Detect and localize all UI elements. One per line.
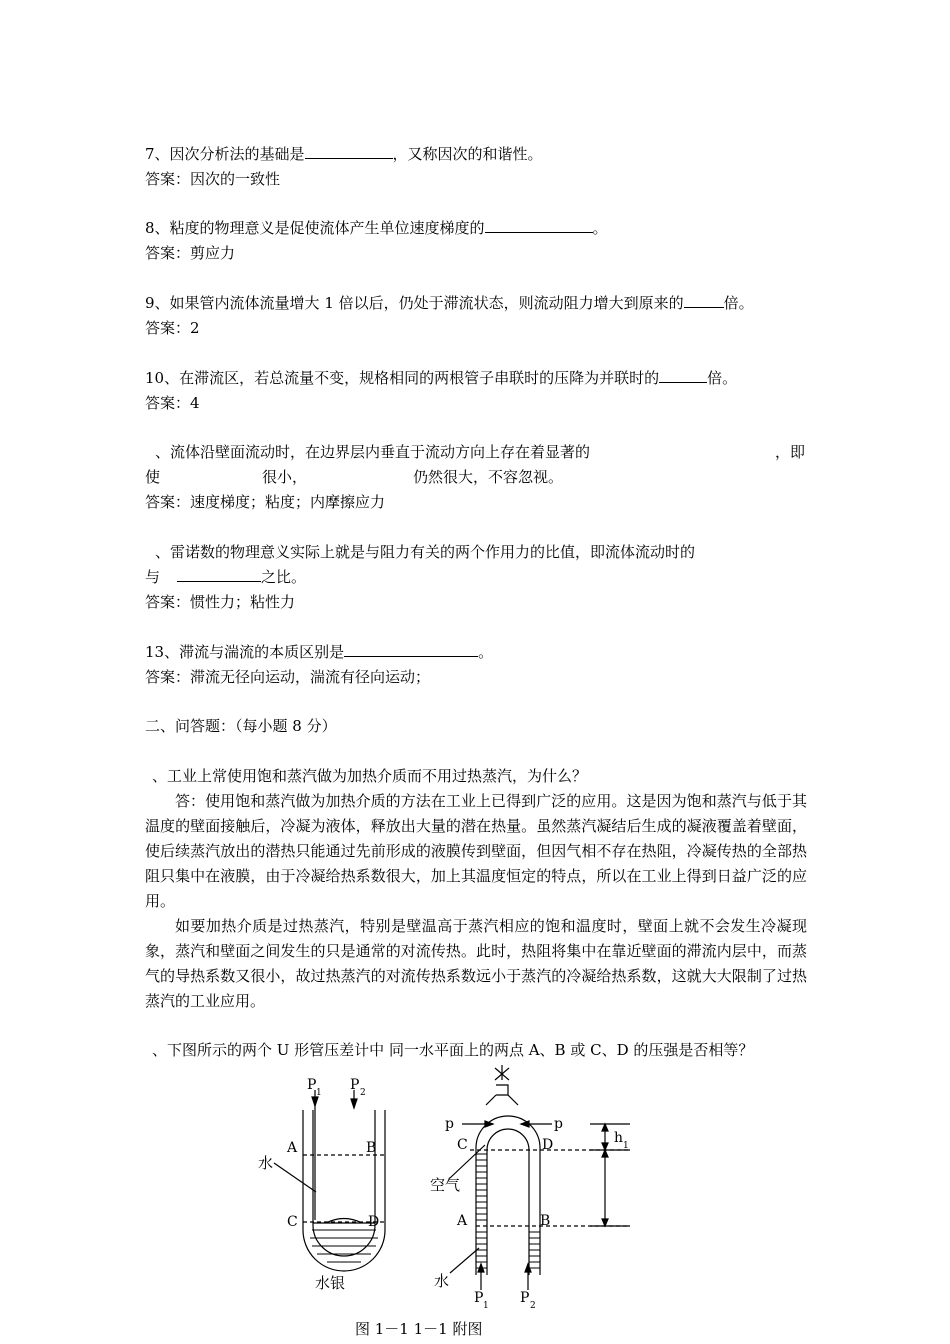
question-11-line2-mid: 很小， (262, 468, 308, 486)
right-u-tube-inner (487, 1129, 529, 1275)
left-b-label: B (366, 1140, 377, 1156)
p-right-arrowhead (521, 1121, 529, 1127)
water-fill-hatching (476, 1154, 540, 1268)
right-water-label: 水 (434, 1272, 450, 1290)
question-8 (145, 218, 608, 238)
question-10-text-end: 倍。 (707, 369, 738, 387)
section-heading: 二、问答题：（每小题 8 分） (145, 717, 337, 735)
answer-blank (684, 293, 724, 308)
left-manometer (274, 1090, 385, 1271)
qa1-answer-para1: 答：使用饱和蒸汽做为加热介质的方法在工业上已得到广泛的应用。这是因为饱和蒸汽与低于其温度的壁面接触后，冷凝为液体，释放出大量的潜在热量。虽然蒸汽凝结后生成的凝液覆盖着壁面，使后续蒸汽放出的潜热只能通过先前形成的液膜传到壁面，但因气相不存在热阻，冷凝传热的全部热阻只集中在液膜，由于冷凝给热系数很大，加上其温度恒定的特点，所以在工业上得到日益广泛的应用。 (145, 792, 807, 910)
answer-7: 答案：因次的一致性 (145, 170, 281, 188)
qa1-question: 、工业上常使用饱和蒸汽做为加热介质而不用过热蒸汽，为什么？ (152, 767, 588, 785)
question-9 (145, 293, 754, 313)
water-leader (274, 1163, 316, 1192)
question-9-text: 9、如果管内流体流量增大 1 倍以后，仍处于滞流状态，则流动阻力增大到原来的 (145, 294, 684, 312)
question-11-line2-start: 使 (145, 468, 161, 486)
p2-arrow-head (351, 1099, 357, 1108)
question-7-text: 7、因次分析法的基础是 (145, 145, 305, 163)
right-c-label: C (457, 1137, 468, 1153)
h1-sub: 1 (623, 1141, 629, 1151)
right-p-left-label: p (445, 1116, 454, 1132)
right-p2-label: P (520, 1290, 530, 1306)
p1-arrow-head (312, 1097, 318, 1106)
answer-10: 答案：4 (145, 394, 200, 412)
right-p-right-label: p (554, 1116, 563, 1132)
left-p1-sub: 1 (316, 1088, 322, 1098)
question-13-text-end: 。 (478, 643, 494, 661)
question-10 (145, 368, 737, 388)
answer-blank (344, 642, 478, 657)
right-p1-label: P (474, 1290, 484, 1306)
answer-blank (305, 144, 393, 159)
answer-13: 答案：滞流无径向运动，湍流有径向运动； (145, 668, 431, 686)
mercury-fill (310, 1230, 378, 1262)
left-a-label: A (287, 1140, 298, 1156)
right-p2-sub: 2 (530, 1301, 536, 1311)
qa2-question: 、下图所示的两个 U 形管压差计中 同一水平面上的两点 A、B 或 C、D 的压强是否相等？ (152, 1041, 754, 1059)
valve-cone (486, 1095, 518, 1105)
left-water-label: 水 (258, 1154, 274, 1172)
left-c-label: C (287, 1214, 298, 1230)
question-12-line1: 、雷诺数的物理意义实际上就是与阻力有关的两个作用力的比值，即流体流动时的 (155, 543, 696, 561)
mercury-label: 水银 (315, 1274, 346, 1292)
question-11-line2-end: 仍然很大，不容忽视。 (413, 468, 564, 486)
answer-12: 答案：惯性力；粘性力 (145, 593, 296, 611)
right-a-label: A (457, 1213, 468, 1229)
right-water-leader (450, 1248, 479, 1273)
question-13-text: 13、滞流与湍流的本质区别是 (145, 643, 345, 661)
right-d-label: D (542, 1137, 554, 1153)
p-left-arrowhead (485, 1121, 493, 1127)
answer-blank (177, 567, 261, 582)
answer-8: 答案：剪应力 (145, 244, 236, 262)
question-12-line2 (145, 567, 306, 587)
answer-blank (659, 368, 707, 383)
u-tube-manometer-figure (250, 1060, 660, 1315)
left-p2-sub: 2 (360, 1088, 366, 1098)
left-d-label: D (368, 1214, 380, 1230)
air-label: 空气 (430, 1176, 461, 1194)
question-8-text-end: 。 (592, 219, 608, 237)
question-13 (145, 642, 493, 662)
left-p2-label: P (350, 1077, 360, 1093)
question-7 (145, 144, 543, 164)
question-11-line1-end: ，即 (775, 443, 806, 461)
question-8-text: 8、粘度的物理意义是促使流体产生单位速度梯度的 (145, 219, 485, 237)
left-p1-label: P (307, 1077, 317, 1093)
answer-9: 答案：2 (145, 319, 200, 337)
left-u-tube-inner (313, 1110, 375, 1256)
question-9-text-end: 倍。 (723, 294, 754, 312)
h1-label: h (614, 1130, 624, 1146)
right-b-label: B (540, 1213, 551, 1229)
figure-caption: 图 1－1 1－1 附图 (355, 1320, 483, 1338)
answer-blank (485, 218, 593, 233)
question-10-text: 10、在滞流区，若总流量不变，规格相同的两根管子串联时的压降为并联时的 (145, 369, 660, 387)
question-7-text-end: ，又称因次的和谐性。 (392, 145, 543, 163)
qa1-answer-para2: 如要加热介质是过热蒸汽，特别是壁温高于蒸汽相应的饱和温度时，壁面上就不会发生冷凝现象，蒸汽和壁面之间发生的只是通常的对流传热。此时，热阻将集中在靠近壁面的滞流内层中，而蒸气的导热系数又很小，故过热蒸汽的对流传热系数远小于蒸汽的冷凝给热系数，这就大大限制了过热蒸汽的工业应用。 (145, 917, 807, 1010)
valve-neck (496, 1085, 508, 1095)
question-11-line1: 、流体沿壁面流动时，在边界层内垂直于流动方向上存在着显著的 (155, 443, 591, 461)
question-12-end: 之比。 (261, 568, 307, 586)
right-p1-sub: 1 (483, 1301, 489, 1311)
question-12-with: 与 (145, 568, 161, 586)
answer-11: 答案：速度梯度；粘度；内摩擦应力 (145, 493, 386, 511)
